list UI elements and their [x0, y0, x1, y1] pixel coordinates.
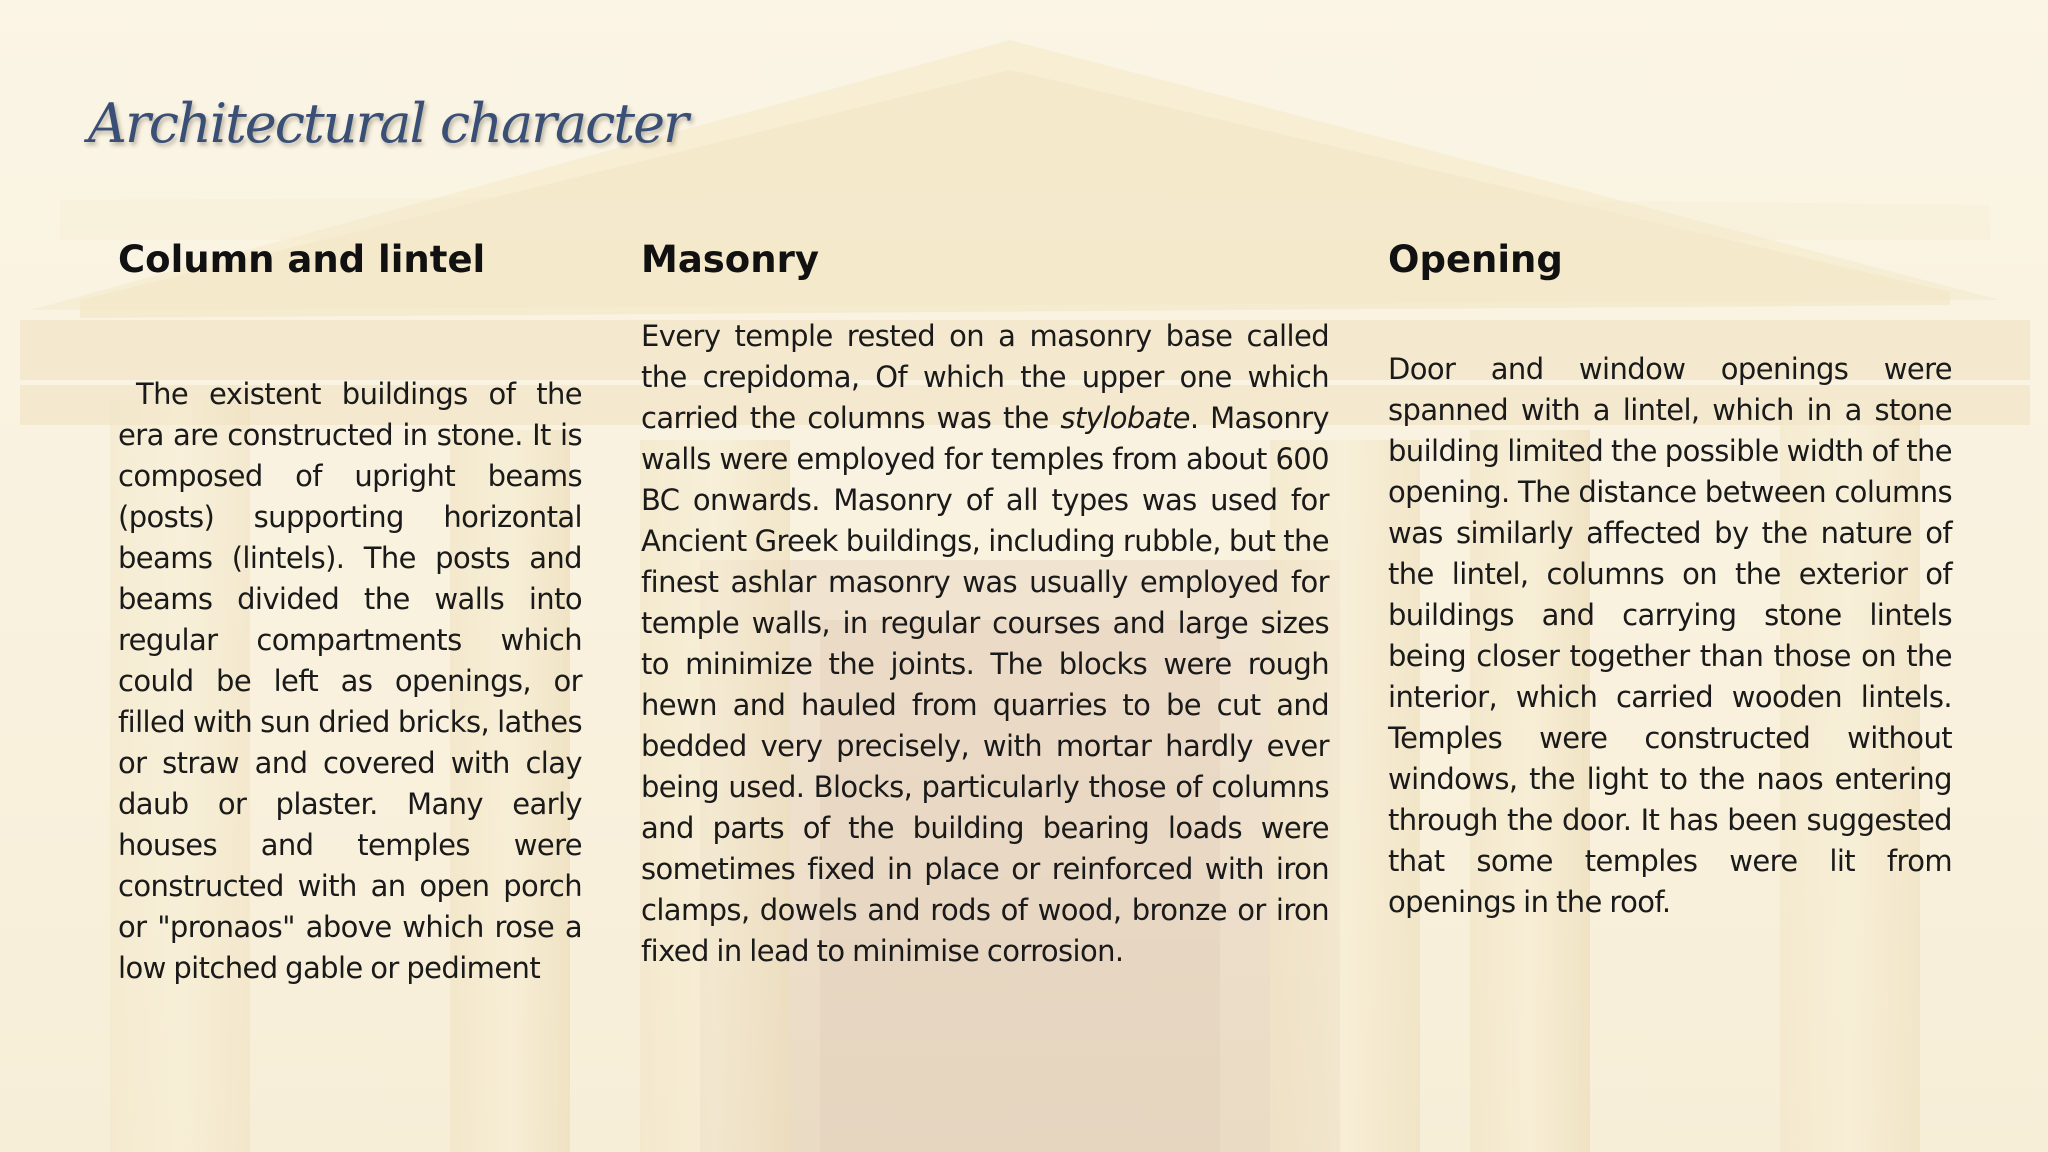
opening-heading: Opening: [1388, 238, 1563, 281]
stylobate-emphasis: stylobate: [1060, 401, 1190, 435]
masonry-text-part-2: . Masonry walls were employed for temples from about 600 BC onwards. Masonry of all types was used for Ancient Greek buildings, including rubble, but the finest ashlar masonry was usually employed for temple walls, in regular courses and large sizes to minimize the joints. The blocks were rough hewn and hauled from quarries to be cut and bedded very precisely, with mortar hardly ever being used. Blocks, particularly those of columns and parts of the building bearing loads were sometimes fixed in place or reinforced with iron clamps, dowels and rods of wood, bronze or iron fixed in lead to minimise corrosion.: [641, 401, 1329, 968]
masonry-text: [641, 316, 1329, 972]
opening-text: Door and window openings were spanned with a lintel, which in a stone building limited the possible width of the opening. The distance between columns was similarly affected by the nature of the lintel, columns on the exterior of buildings and carrying stone lintels being closer together than those on the interior, which carried wooden lintels. Temples were constructed without windows, the light to the naos entering through the door. It has been suggested that some temples were lit from openings in the roof.: [1388, 352, 1952, 919]
opening-section: [1388, 238, 1952, 923]
column-and-lintel-section: [118, 238, 582, 989]
column-and-lintel-heading: Column and lintel: [118, 238, 486, 281]
masonry-heading: Masonry: [641, 238, 819, 281]
masonry-text-part-1: Every temple rested on a masonry base called the crepidoma, Of which the upper one which carried the columns was the: [641, 319, 1329, 435]
column-and-lintel-text: The existent buildings of the era are constructed in stone. It is composed of upright beams (posts) supporting horizontal beams (lintels). The posts and beams divided the walls into regular compartments which could be left as openings, or filled with sun dried bricks, lathes or straw and covered with clay daub or plaster. Many early houses and temples were constructed with an open porch or "pronaos" above which rose a low pitched gable or pediment: [118, 377, 582, 985]
masonry-section: [641, 238, 1329, 972]
slide-title: Architectural character: [88, 92, 687, 155]
